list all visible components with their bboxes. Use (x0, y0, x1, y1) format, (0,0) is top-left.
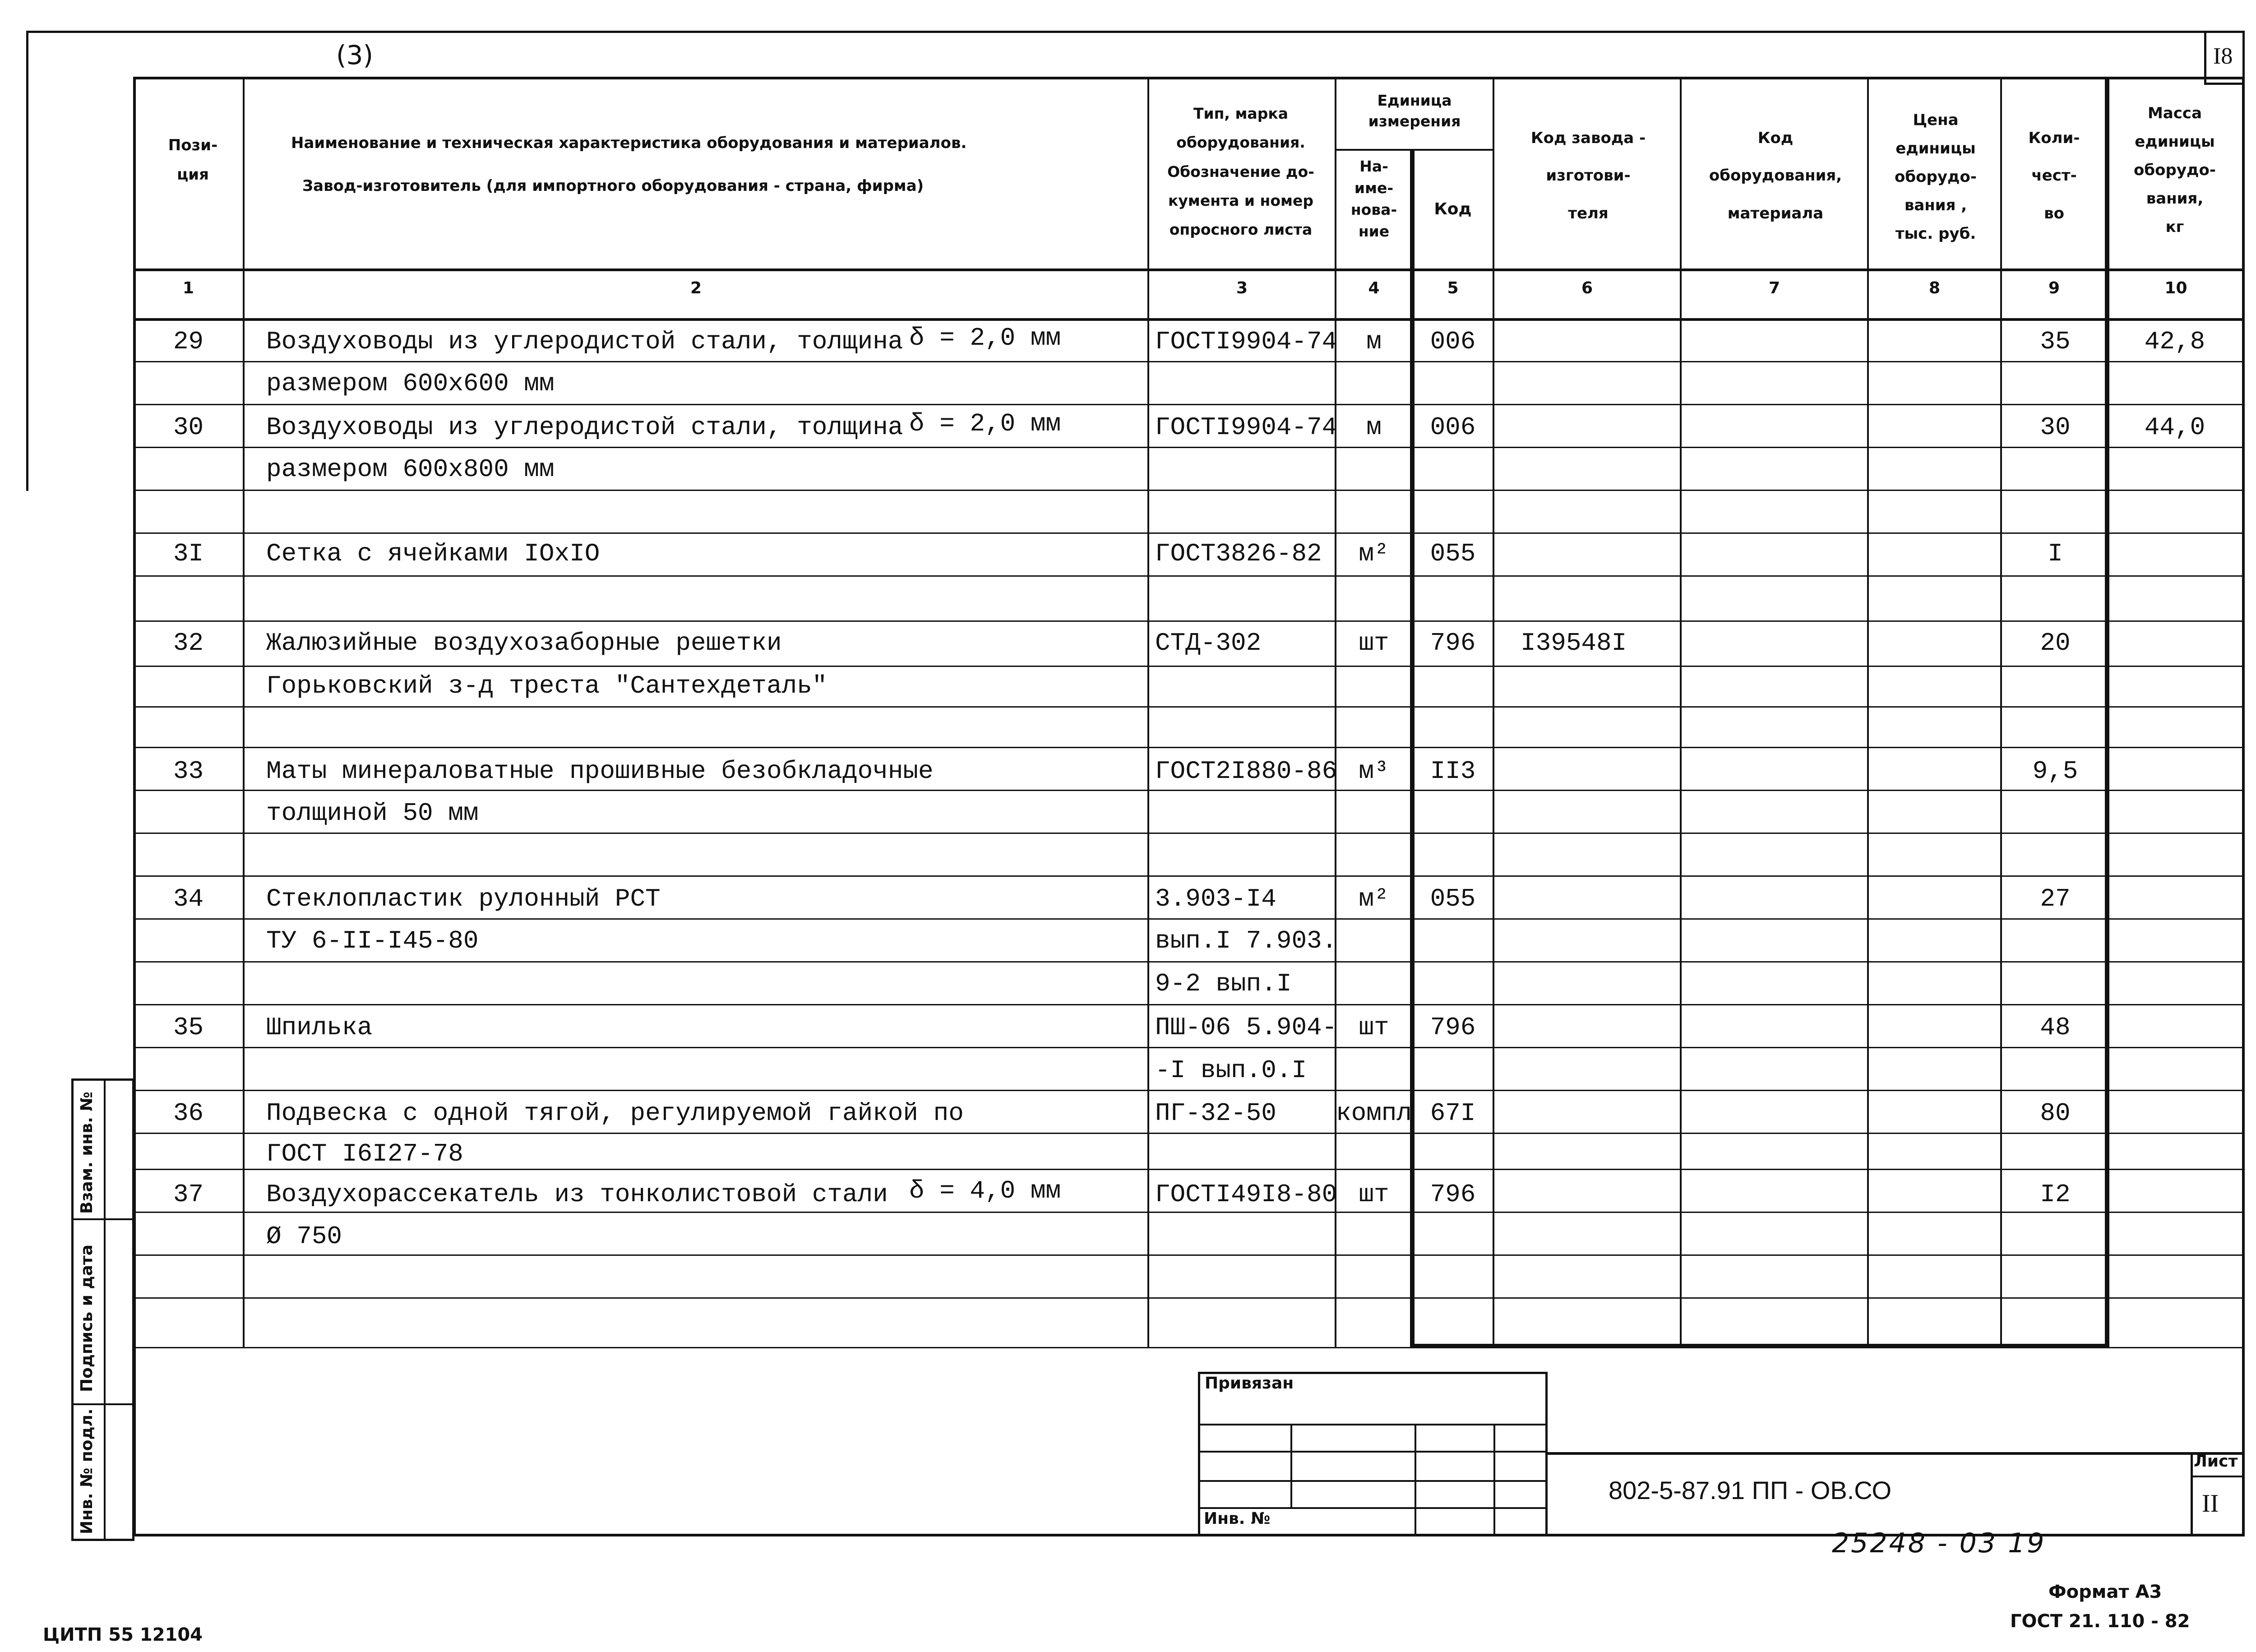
row-unit: шт (1359, 1180, 1389, 1209)
header-unit-name: На- име- нова- ние (1350, 157, 1397, 240)
column-line-6 (1680, 77, 1682, 1347)
row-thickness: δ = 2,0 мм (909, 324, 1061, 352)
row-name-line2: размером 600x800 мм (266, 455, 555, 484)
header-qty: Коли- чест- во (2028, 129, 2080, 222)
row-line-17 (133, 1090, 2245, 1091)
bottom-left-code: ЦИТП 55 12104 (43, 1624, 203, 1645)
header-factory-code: Код завода - изготови- теля (1530, 129, 1646, 222)
stamp-v-1 (1290, 1424, 1292, 1507)
row-line-21 (133, 1254, 2245, 1256)
row-unit-code: 796 (1430, 1013, 1476, 1042)
column-number-10: 10 (2164, 279, 2187, 297)
column-line-3 (1335, 77, 1336, 1347)
row-unit: компл (1336, 1099, 1412, 1128)
list-divider-v (2191, 1452, 2193, 1536)
row-document-line2: -I вып.0.I (1155, 1056, 1307, 1085)
column-line-7 (1867, 77, 1869, 1347)
row-quantity: 30 (2040, 413, 2071, 442)
row-name-line2: размером 600x600 мм (266, 369, 555, 398)
row-unit: м (1366, 327, 1382, 356)
row-unit-code: 796 (1430, 629, 1476, 657)
column-number-8: 8 (1928, 279, 1941, 297)
format-label: Формат А3 (2048, 1582, 2162, 1602)
row-unit-code: 055 (1430, 884, 1476, 913)
row-position: 35 (173, 1013, 204, 1042)
row-quantity: 27 (2040, 884, 2071, 913)
column-line-2 (1147, 77, 1149, 1347)
privyazan-label: Привязан (1205, 1374, 1294, 1393)
stamp-v-3 (1493, 1424, 1495, 1536)
column-line-5 (1493, 77, 1494, 1347)
row-name: Воздуховоды из углеродистой стали, толщина (266, 413, 903, 442)
side-label-inv: Инв. № подл. (78, 1408, 96, 1534)
row-document: ГОСТI9904-74 (1155, 413, 1337, 442)
row-name: Жалюзийные воздухозаборные решетки (266, 629, 782, 657)
unit-subheader-line (1336, 149, 1493, 151)
row-quantity: 80 (2040, 1099, 2071, 1128)
row-document: ГОСТ2I880-86 (1155, 757, 1337, 786)
column-line-1 (243, 77, 245, 1347)
row-document: ГОСТI9904-74 (1155, 327, 1337, 356)
row-document: 3.903-I4 (1155, 884, 1276, 913)
row-line-10 (133, 790, 2245, 791)
row-unit: м (1366, 413, 1382, 442)
row-unit-code: 006 (1430, 327, 1476, 356)
row-name: Воздуховоды из углеродистой стали, толщина (266, 327, 903, 356)
stamp-top-line (1548, 1452, 2245, 1455)
row-position: 3I (173, 539, 204, 568)
row-line-19 (133, 1169, 2245, 1170)
row-line-23 (133, 1347, 2245, 1348)
row-quantity: 20 (2040, 629, 2071, 657)
row-position: 36 (173, 1099, 204, 1128)
row-line-13 (133, 918, 2245, 920)
outer-frame-left (26, 31, 28, 491)
column-number-9: 9 (2048, 279, 2060, 297)
column-number-2: 2 (690, 279, 702, 297)
row-line-0 (133, 361, 2245, 362)
row-unit: м² (1359, 884, 1389, 913)
header-bottom-line (133, 268, 2245, 271)
side-divider-2 (71, 1403, 134, 1405)
row-line-2 (133, 447, 2245, 448)
row-document-line3: 9-2 вып.I (1155, 969, 1292, 998)
row-unit: м³ (1359, 757, 1389, 786)
column-line-8 (2000, 77, 2002, 1347)
row-unit: м² (1359, 539, 1389, 568)
row-line-9 (133, 747, 2245, 748)
row-document: СТД-302 (1155, 629, 1262, 657)
row-position: 32 (173, 629, 204, 657)
header-name-line1: Наименование и техническая характеристика оборудования и материалов. (291, 134, 967, 152)
row-name: Сетка с ячейками IOxIO (266, 539, 600, 568)
list-value: II (2202, 1490, 2219, 1518)
row-factory-code: I39548I (1521, 629, 1627, 657)
row-name: Шпилька (266, 1013, 373, 1042)
header-mass: Масса единицы оборудо- вания, кг (2134, 104, 2216, 236)
row-quantity: 9,5 (2032, 757, 2078, 786)
row-unit-code: 055 (1430, 539, 1476, 568)
row-line-1 (133, 404, 2245, 405)
column-number-1: 1 (182, 279, 194, 297)
row-position: 37 (173, 1180, 204, 1209)
row-document: ГОСТI49I8-80 (1155, 1180, 1337, 1209)
header-type: Тип, марка оборудования. Обозначение до- кумента и номер опросного листа (1167, 105, 1314, 239)
row-quantity: 48 (2040, 1013, 2071, 1042)
row-line-7 (133, 666, 2245, 667)
gost-label: ГОСТ 21. 110 - 82 (2010, 1611, 2190, 1632)
row-line-6 (133, 620, 2245, 622)
row-name: Подвеска с одной тягой, регулируемой гайкой по (266, 1099, 964, 1128)
row-line-20 (133, 1212, 2245, 1213)
stamp-v-2 (1415, 1424, 1416, 1536)
row-unit-code: 67I (1430, 1099, 1476, 1128)
header-unit-code: Код (1434, 200, 1472, 218)
row-name: Маты минераловатные прошивные безобкладочные (266, 757, 934, 786)
column-line-9 (2105, 77, 2109, 1347)
row-position: 30 (173, 413, 204, 442)
row-unit: шт (1359, 1013, 1389, 1042)
row-position: 29 (173, 327, 204, 356)
column-number-7: 7 (1768, 279, 1780, 297)
row-thickness: δ = 4,0 мм (909, 1176, 1061, 1205)
row-line-11 (133, 833, 2245, 834)
side-divider-v (104, 1078, 106, 1541)
row-line-14 (133, 961, 2245, 963)
row-name: Стеклопластик рулонный РСТ (266, 884, 661, 913)
column-number-4: 4 (1368, 279, 1380, 297)
row-mass: 42,8 (2144, 327, 2205, 356)
row-name-line2: Ø 750 (266, 1222, 342, 1251)
corner-number: I8 (2213, 43, 2233, 69)
document-code: 802-5-87.91 ПП - ОВ.СО (1609, 1476, 1892, 1504)
row-line-18 (133, 1133, 2245, 1134)
header-name-line2: Завод-изготовитель (для импортного оборудования - страна, фирма) (302, 177, 924, 195)
list-divider-h (2191, 1476, 2245, 1477)
column-number-5: 5 (1447, 279, 1459, 297)
row-unit-code: 006 (1430, 413, 1476, 442)
column-number-6: 6 (1581, 279, 1593, 297)
row-name-line2: Горьковский з-д треста "Сантехдеталь" (266, 671, 828, 700)
row-position: 33 (173, 757, 204, 786)
row-quantity: 35 (2040, 327, 2071, 356)
header-equip-code: Код оборудования, материала (1709, 129, 1842, 222)
row-line-16 (133, 1047, 2245, 1048)
row-name-line2: ГОСТ I6I27-78 (266, 1139, 463, 1168)
row-position: 34 (173, 884, 204, 913)
handwritten-number: 25248 - 03 19 (1832, 1527, 2046, 1559)
row-line-12 (133, 875, 2245, 877)
row-thickness: δ = 2,0 мм (909, 409, 1061, 438)
row-name: Воздухорассекатель из тонколистовой стали (266, 1180, 888, 1209)
row-line-15 (133, 1004, 2245, 1005)
row-line-3 (133, 490, 2245, 491)
row-mass: 44,0 (2144, 413, 2205, 442)
row-unit-code: II3 (1430, 757, 1476, 786)
column-numbers-bottom-line (133, 318, 2245, 321)
side-label-podpis: Подпись и дата (78, 1245, 96, 1392)
row-name-line2: толщиной 50 мм (266, 799, 479, 828)
row-line-22 (133, 1297, 2245, 1299)
row-line-5 (133, 575, 2245, 577)
side-label-vzam: Взам. инв. № (78, 1092, 96, 1214)
row-quantity: I (2048, 539, 2063, 568)
row-unit-code: 796 (1430, 1180, 1476, 1209)
row-name-line2: ТУ 6-II-I45-80 (266, 926, 479, 955)
inv-no-label: Инв. № (1204, 1509, 1271, 1528)
row-document: ГОСТ3826-82 (1155, 539, 1322, 568)
header-price: Цена единицы оборудо- вания , тыс. руб. (1895, 111, 1977, 243)
list-label: Лист (2194, 1452, 2238, 1471)
row-document-line2: вып.I 7.903. (1155, 926, 1337, 955)
row-document: ПГ-32-50 (1155, 1099, 1276, 1128)
column-number-3: 3 (1236, 279, 1248, 297)
row-unit: шт (1359, 629, 1389, 657)
row-line-8 (133, 706, 2245, 708)
outer-frame-top (26, 31, 2245, 33)
row-line-4 (133, 532, 2245, 534)
row-quantity: I2 (2040, 1180, 2071, 1209)
header-pos: Пози- ция (168, 136, 218, 184)
page-marker: (3) (336, 40, 374, 70)
row-document: ПШ-06 5.904- (1155, 1013, 1337, 1042)
header-unit-group: Единица измерения (1368, 92, 1461, 130)
side-divider-1 (71, 1218, 134, 1220)
